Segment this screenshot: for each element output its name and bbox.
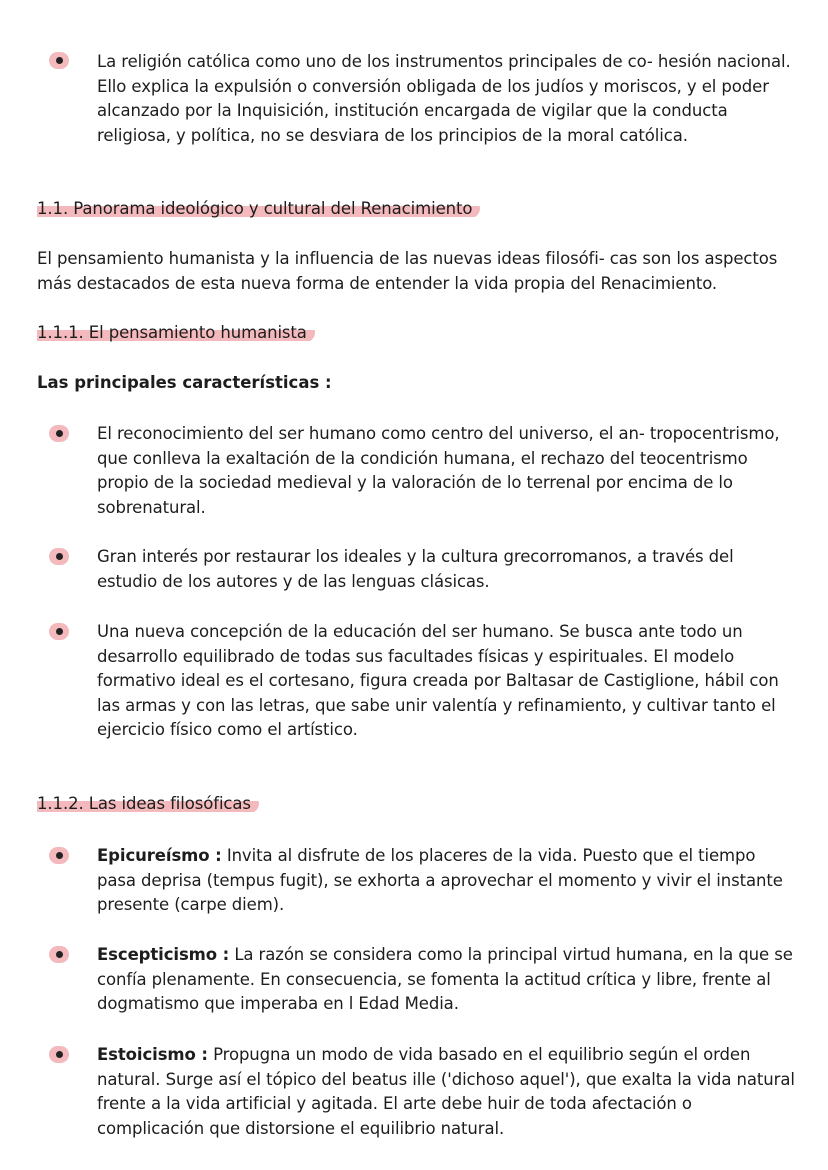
bullet-dot-icon <box>49 1046 69 1063</box>
bullet-dot-icon <box>49 52 69 69</box>
subsection-heading-text: 1.1.1. El pensamiento humanista <box>37 323 315 342</box>
bullet-dot-icon <box>49 425 69 442</box>
bullet-dot-icon <box>49 946 69 963</box>
term-label: Estoicismo : <box>97 1045 208 1064</box>
bullet-dot-icon <box>49 847 69 864</box>
section-heading <box>34 198 488 220</box>
subsection-heading <box>34 793 267 815</box>
bullet-text: La religión católica como uno de los instrumentos principales de co- hesión nacional. Ello explica la expulsión o conversión obligada de los judíos y moriscos, y el poder alcanzado por la Inquisición, institución encargada de vigilar que la conducta religiosa, y política, no se desviara de los principios de la moral católica. <box>97 52 791 145</box>
term-label: Escepticismo : <box>97 945 230 964</box>
bullet-text <box>97 844 797 918</box>
section-heading-text: 1.1. Panorama ideológico y cultural del Renacimiento <box>37 199 480 218</box>
section-paragraph: El pensamiento humanista y la influencia de las nuevas ideas filosófi- cas son los aspectos más destacados de esta nueva forma de entender la vida propia del Renacimiento. <box>37 249 778 293</box>
subsection-subtitle: Las principales características : <box>37 373 332 392</box>
bullet-dot-icon <box>49 548 69 565</box>
bullet-text: Una nueva concepción de la educación del ser humano. Se busca ante todo un desarrollo equilibrado de todas sus facultades físicas y espirituales. El modelo formativo ideal es el cortesano, figura creada por Baltasar de Castiglione, hábil con las armas y con las letras, que sabe unir valentía y refinamiento, y cultivar tanto el ejercicio físico como el artístico. <box>97 622 779 739</box>
bullet-text <box>97 943 797 1017</box>
subsection-heading <box>34 322 323 344</box>
term-label: Epicureísmo : <box>97 846 222 865</box>
bullet-dot-icon <box>49 623 69 640</box>
bullet-text: El reconocimiento del ser humano como centro del universo, el an- tropocentrismo, que conlleva la exaltación de la condición humana, el rechazo del teocentrismo propio de la sociedad medieval y la valoración de lo terrenal por encima de lo sobrenatural. <box>97 424 780 517</box>
bullet-text: Gran interés por restaurar los ideales y la cultura grecorromanos, a través del estudio de los autores y de las lenguas clásicas. <box>97 547 734 591</box>
subsection-heading-text: 1.1.2. Las ideas filosóficas <box>37 794 259 813</box>
term-description: Invita al disfrute de los placeres de la vida. Puesto que el tiempo pasa deprisa (tempus fugit), se exhorta a aprovechar el momento y vivir el instante presente (carpe diem). <box>97 846 783 914</box>
term-description: Propugna un modo de vida basado en el equilibrio según el orden natural. Surge así el tópico del beatus ille ('dichoso aquel'), que exalta la vida natural frente a la vida artificial y agitada. El arte debe huir de toda afectación o complicación que distorsione el equilibrio natural. <box>97 1045 795 1138</box>
bullet-text <box>97 1043 797 1141</box>
term-description: La razón se considera como la principal virtud humana, en la que se confía plenamente. En consecuencia, se fomenta la actitud crítica y libre, frente al dogmatismo que imperaba en l Edad Media. <box>97 945 793 1013</box>
